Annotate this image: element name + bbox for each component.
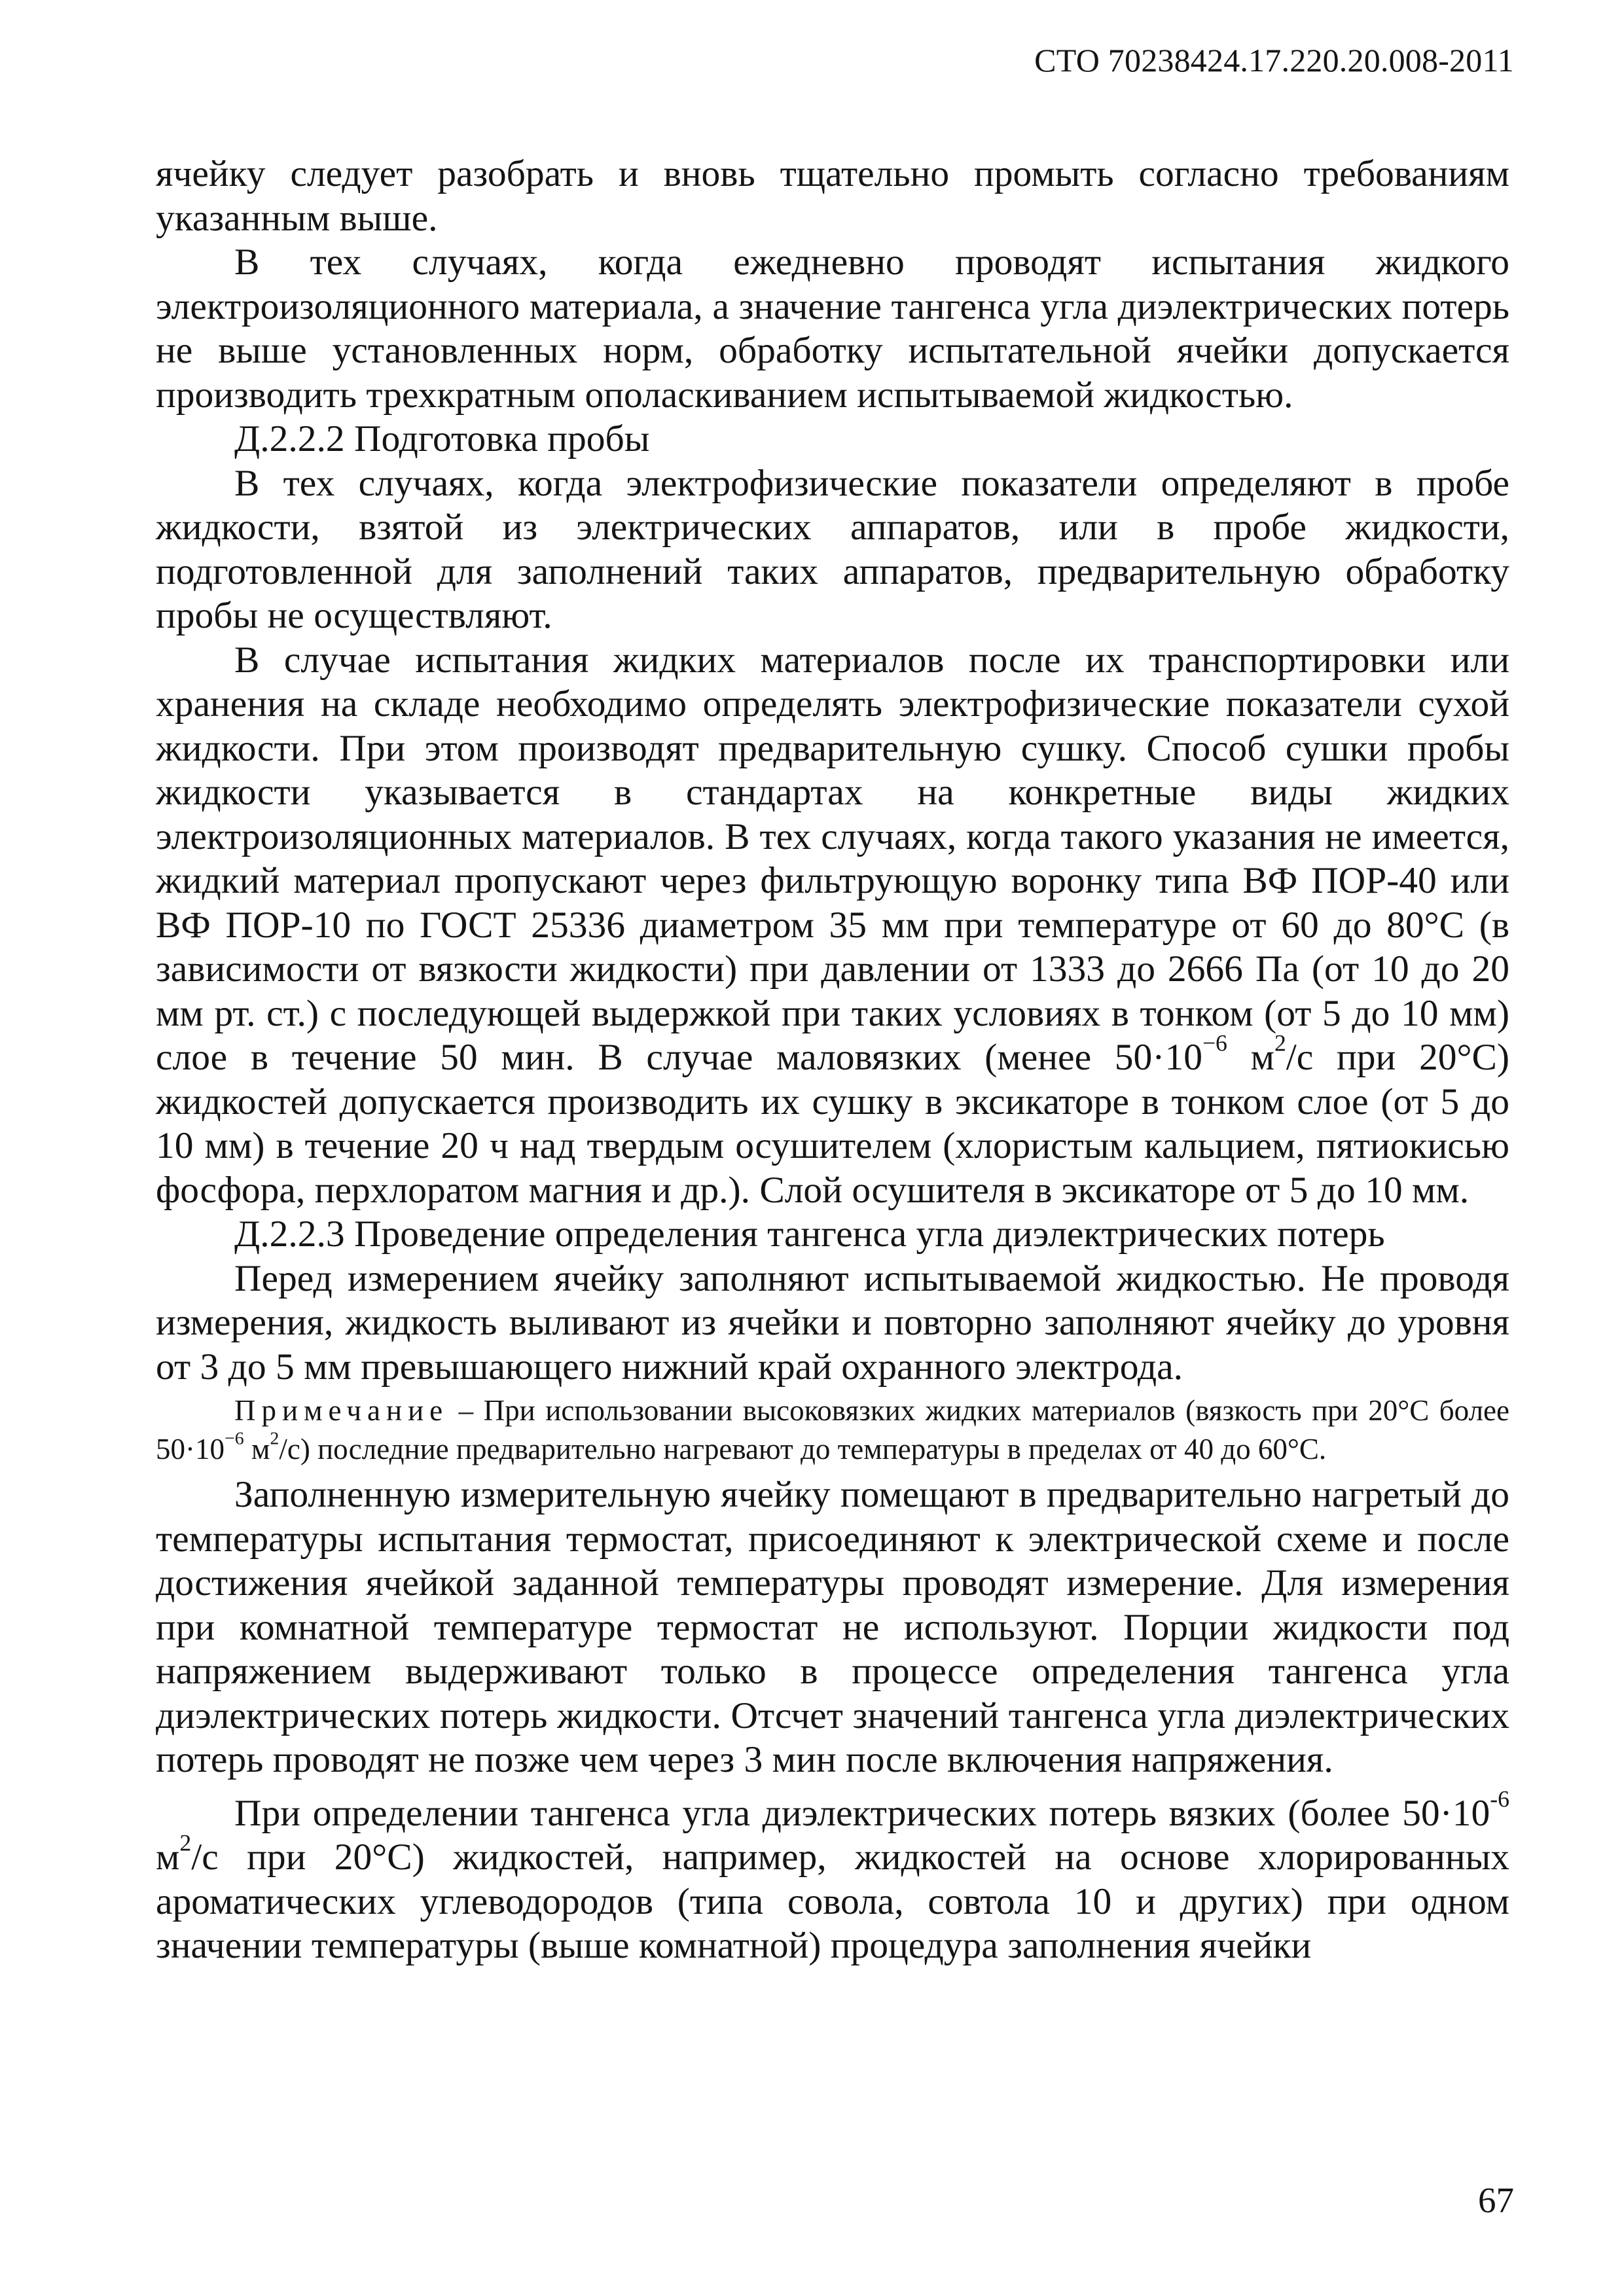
document-code: СТО 70238424.17.220.20.008-2011 (1034, 42, 1514, 79)
superscript: −6 (225, 1428, 244, 1449)
text-run: /с при 20°С) жидкостей допускается производить их сушку в эксикаторе в тонком слое (от 5 до 10 мм) в течение 20 ч над твердым осушителем (хлористым кальцием, пятиокисью фосфора, перхлоратом магния и др.). Слой осушителя в эксикаторе от 5 до 10 мм. (156, 1037, 1509, 1211)
paragraph: В тех случаях, когда электрофизические показатели определяют в пробе жидкости, взятой из электрических аппаратов, или в пробе жидкости, подготовленной для заполнений таких аппаратов, предварительную обработку пробы не осуществляют. (156, 462, 1509, 636)
paragraph: Заполненную измерительную ячейку помещают в предварительно нагретый до температуры испытания термостат, присоединяют к электрической схеме и после достижения ячейкой заданной температуры проводят измерение. Для измерения при комнатной температуре термостат не используют. Порции жидкости под напряжением выдерживают только в процессе определения тангенса угла диэлектрических потерь жидкости. Отсчет значений тангенса угла диэлектрических потерь проводят не позже чем через 3 мин после включения напряжения. (156, 1474, 1509, 1780)
note (156, 1391, 1509, 1469)
text-run: – При использовании высоковязких жидких материалов (вязкость при 20°С более 50·10 (156, 1394, 1509, 1465)
text-run: м (156, 1837, 180, 1878)
superscript: 2 (1274, 1030, 1286, 1056)
paragraph: ячейку следует разобрать и вновь тщательно промыть согласно требованиям указанным выше. (156, 153, 1509, 239)
paragraph (156, 638, 1509, 1213)
paragraph: В тех случаях, когда ежедневно проводят испытания жидкого электроизоляционного материала, а значение тангенса угла диэлектрических потерь не выше установленных норм, обработку испытательной ячейки допускается производить трехкратным ополаскиванием испытываемой жидкостью. (156, 242, 1509, 416)
text-run: /с) последние предварительно нагревают до температуры в пределах от 40 до 60°С. (279, 1433, 1327, 1465)
superscript: −6 (1202, 1030, 1227, 1056)
document-body (156, 152, 1509, 1968)
text-run: При определении тангенса угла диэлектрических потерь вязких (более 50·10 (234, 1792, 1490, 1834)
text-run: В случае испытания жидких материалов после их транспортировки или хранения на складе необходимо определять электрофизические показатели сухой жидкости. При этом производят предварительную сушку. Способ сушки пробы жидкости указывается в стандартах на конкретные виды жидких электроизоляционных материалов. В тех случаях, когда такого указания не имеется, жидкий материал пропускают через фильтрующую воронку типа ВФ ПОР-40 или ВФ ПОР-10 по ГОСТ 25336 диаметром 35 мм при температуре от 60 до 80°С (в зависимости от вязкости жидкости) при давлении от 1333 до 2666 Па (от 10 до 20 мм рт. ст.) с последующей выдержкой при таких условиях в тонком (от 5 до 10 мм) слое в течение 50 мин. В случае маловязких (менее 50·10 (156, 639, 1509, 1078)
section-heading: Д.2.2.2 Подготовка пробы (234, 418, 650, 459)
paragraph: Перед измерением ячейку заполняют испытываемой жидкостью. Не проводя измерения, жидкость выливают из ячейки и повторно заполняют ячейку до уровня от 3 до 5 мм превышающего нижний край охранного электрода. (156, 1257, 1509, 1388)
text-run: /с при 20°С) жидкостей, например, жидкостей на основе хлорированных ароматических углеводородов (типа совола, совтола 10 и других) при одном значении температуры (выше комнатной) процедура заполнения ячейки (156, 1837, 1509, 1966)
superscript: 2 (179, 1829, 192, 1856)
paragraph (156, 1785, 1509, 1968)
page-number: 67 (1478, 2180, 1514, 2220)
text-run: м (244, 1433, 270, 1465)
superscript: 2 (270, 1428, 280, 1449)
section-heading: Д.2.2.3 Проведение определения тангенса угла диэлектрических потерь (234, 1213, 1385, 1255)
text-run: м (1227, 1037, 1274, 1078)
note-label: Примечание (234, 1394, 449, 1427)
superscript: -6 (1490, 1785, 1509, 1812)
